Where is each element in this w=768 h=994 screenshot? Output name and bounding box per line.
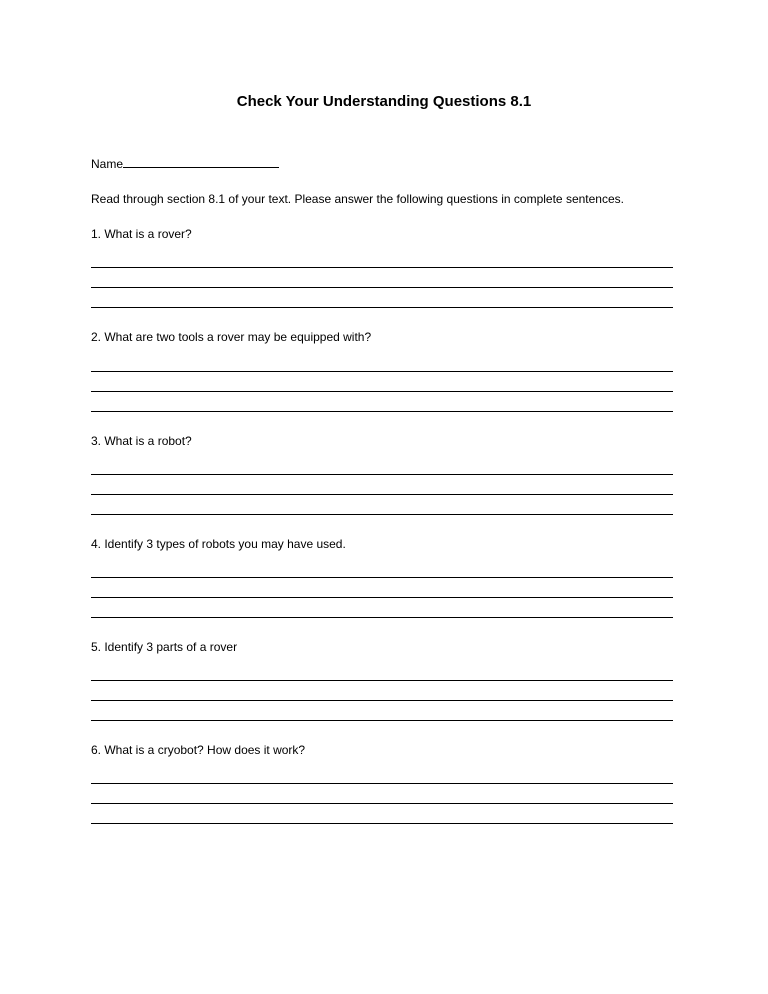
answer-line[interactable] — [91, 617, 673, 618]
name-field[interactable] — [91, 156, 279, 172]
name-label: Name — [91, 157, 124, 171]
answer-line[interactable] — [91, 514, 673, 515]
answer-line[interactable] — [91, 307, 673, 308]
answer-line[interactable] — [91, 267, 673, 268]
answer-line[interactable] — [91, 720, 673, 721]
answer-line[interactable] — [91, 700, 673, 701]
answer-line[interactable] — [91, 783, 673, 784]
answer-line[interactable] — [91, 287, 673, 288]
name-blank-line[interactable] — [123, 156, 279, 168]
instructions: Read through section 8.1 of your text. Please answer the following questions in complete sentences. — [91, 192, 624, 206]
answer-line[interactable] — [91, 391, 673, 392]
question-5: 5. Identify 3 parts of a rover — [91, 640, 238, 654]
answer-line[interactable] — [91, 597, 673, 598]
answer-line[interactable] — [91, 371, 673, 372]
question-4: 4. Identify 3 types of robots you may have used. — [91, 537, 346, 551]
answer-line[interactable] — [91, 680, 673, 681]
answer-line[interactable] — [91, 494, 673, 495]
answer-line[interactable] — [91, 823, 673, 824]
question-1: 1. What is a rover? — [91, 227, 192, 241]
question-6: 6. What is a cryobot? How does it work? — [91, 743, 306, 757]
answer-line[interactable] — [91, 803, 673, 804]
question-2: 2. What are two tools a rover may be equipped with? — [91, 330, 372, 344]
question-3: 3. What is a robot? — [91, 434, 192, 448]
answer-line[interactable] — [91, 411, 673, 412]
answer-line[interactable] — [91, 474, 673, 475]
page-title: Check Your Understanding Questions 8.1 — [236, 93, 532, 110]
answer-line[interactable] — [91, 577, 673, 578]
